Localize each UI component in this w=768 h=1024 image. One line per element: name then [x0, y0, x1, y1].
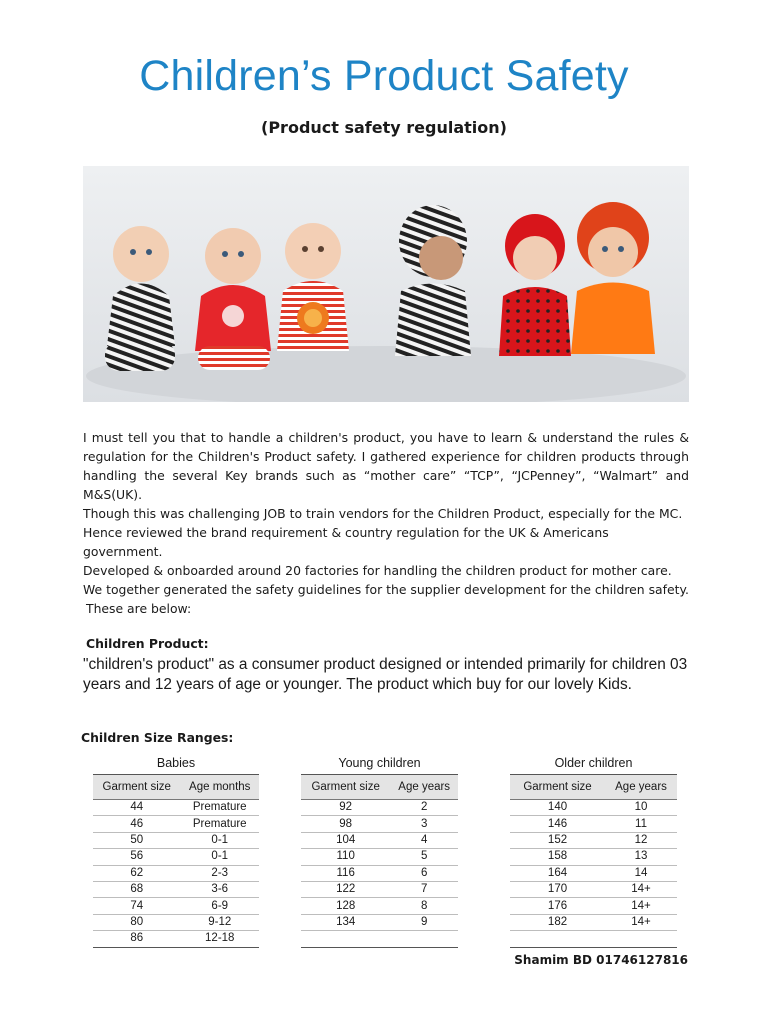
column-header: Garment size [510, 775, 605, 800]
intro-paragraph: I must tell you that to handle a children's product, you have to learn & understand the rules & regulation for the Children's Product safety. I gathered experience for children products through handling the several Key brands such as “mother care” “TCP”, “JCPenney”, “Walmart” and M&S(UK). [83, 430, 689, 502]
table-cell: 6 [390, 865, 458, 881]
column-header: Age years [390, 775, 458, 800]
babies-photo [83, 166, 689, 402]
table-cell: 80 [93, 914, 180, 930]
table-row [93, 881, 259, 897]
experience-line: Though this was challenging JOB to train vendors for the Children Product, especially for the MC. [83, 506, 683, 521]
table-cell: 14 [605, 865, 677, 881]
table-cell: 74 [93, 898, 180, 914]
table-row [301, 881, 458, 897]
table-cell: 11 [605, 816, 677, 832]
table-row [510, 865, 677, 881]
table-cell: 5 [390, 849, 458, 865]
page-title: Children’s Product Safety [139, 52, 629, 100]
table-row [301, 865, 458, 881]
column-header: Age years [605, 775, 677, 800]
table-row [93, 816, 259, 832]
older-children-size-table [510, 754, 677, 948]
table-cell: Premature [180, 800, 259, 816]
table-cell: 8 [390, 898, 458, 914]
table-row [93, 898, 259, 914]
experience-line: We together generated the safety guidelines for the supplier development for the children safety. [83, 582, 689, 597]
table-cell: 44 [93, 800, 180, 816]
table-row [93, 832, 259, 848]
table-row [93, 865, 259, 881]
table-cell: 152 [510, 832, 605, 848]
table-row [93, 800, 259, 816]
table-cell [510, 931, 605, 947]
column-header: Garment size [301, 775, 390, 800]
table-row [510, 832, 677, 848]
table-cell: 62 [93, 865, 180, 881]
table-row [510, 800, 677, 816]
table-cell: 170 [510, 881, 605, 897]
list-intro: These are below: [86, 601, 192, 616]
size-table [301, 774, 458, 948]
table-cell: 0-1 [180, 849, 259, 865]
size-ranges-heading: Children Size Ranges: [81, 730, 234, 745]
table-row [510, 881, 677, 897]
table-cell: 12-18 [180, 931, 259, 947]
table-row [93, 914, 259, 930]
table-cell: 14+ [605, 881, 677, 897]
table-cell: 110 [301, 849, 390, 865]
table-cell: 6-9 [180, 898, 259, 914]
table-row [301, 832, 458, 848]
table-cell: 158 [510, 849, 605, 865]
table-caption: Babies [156, 756, 196, 770]
table-cell: 13 [605, 849, 677, 865]
table-cell: 2-3 [180, 865, 259, 881]
table-cell: 7 [390, 881, 458, 897]
table-cell: 92 [301, 800, 390, 816]
experience-line: Developed & onboarded around 20 factories for handling the children product for mother care. [83, 563, 672, 578]
table-cell: 146 [510, 816, 605, 832]
table-row [301, 931, 458, 947]
column-header: Age months [180, 775, 259, 800]
table-row [93, 849, 259, 865]
table-cell: 50 [93, 832, 180, 848]
table-row [301, 914, 458, 930]
table-cell: 56 [93, 849, 180, 865]
babies-size-table [93, 754, 259, 948]
table-caption: Older children [554, 756, 633, 770]
baby-zebra-outfit [105, 226, 175, 371]
table-cell: 176 [510, 898, 605, 914]
table-cell: 0-1 [180, 832, 259, 848]
children-product-definition: "children's product" as a consumer product designed or intended primarily for children 03 years and 12 years of age or younger. The product which buy for our lovely Kids. [83, 656, 688, 693]
table-row [510, 931, 677, 947]
table-cell: 116 [301, 865, 390, 881]
table-cell: 68 [93, 881, 180, 897]
table-cell: 134 [301, 914, 390, 930]
table-cell: 122 [301, 881, 390, 897]
table-row [510, 816, 677, 832]
table-cell: 86 [93, 931, 180, 947]
table-cell: 4 [390, 832, 458, 848]
table-cell: 182 [510, 914, 605, 930]
table-cell: 164 [510, 865, 605, 881]
table-cell: 14+ [605, 914, 677, 930]
size-table [510, 774, 677, 948]
table-cell: 10 [605, 800, 677, 816]
table-row [301, 800, 458, 816]
table-row [301, 849, 458, 865]
table-cell: 140 [510, 800, 605, 816]
young-children-size-table [301, 754, 458, 948]
experience-line: Hence reviewed the brand requirement & country regulation for the UK & Americans government. [83, 525, 609, 559]
table-row [510, 849, 677, 865]
table-cell: 128 [301, 898, 390, 914]
table-row [93, 931, 259, 947]
table-cell: 104 [301, 832, 390, 848]
signature: Shamim BD 01746127816 [514, 953, 688, 967]
table-cell: Premature [180, 816, 259, 832]
table-caption: Young children [338, 756, 421, 770]
table-cell: 3-6 [180, 881, 259, 897]
table-cell: 46 [93, 816, 180, 832]
page-subtitle: (Product safety regulation) [261, 118, 507, 137]
children-product-heading: Children Product: [86, 636, 209, 651]
table-cell [605, 931, 677, 947]
table-cell: 9-12 [180, 914, 259, 930]
table-row [510, 898, 677, 914]
table-row [510, 914, 677, 930]
table-cell: 3 [390, 816, 458, 832]
baby-red-outfit [195, 228, 271, 370]
table-cell: 12 [605, 832, 677, 848]
column-header: Garment size [93, 775, 180, 800]
table-row [301, 816, 458, 832]
table-cell: 14+ [605, 898, 677, 914]
table-cell [301, 931, 390, 947]
table-row [301, 898, 458, 914]
babies-illustration [83, 166, 689, 402]
table-cell [390, 931, 458, 947]
table-cell: 98 [301, 816, 390, 832]
table-cell: 2 [390, 800, 458, 816]
table-cell: 9 [390, 914, 458, 930]
size-table [93, 774, 259, 948]
experience-paragraph [83, 504, 689, 599]
